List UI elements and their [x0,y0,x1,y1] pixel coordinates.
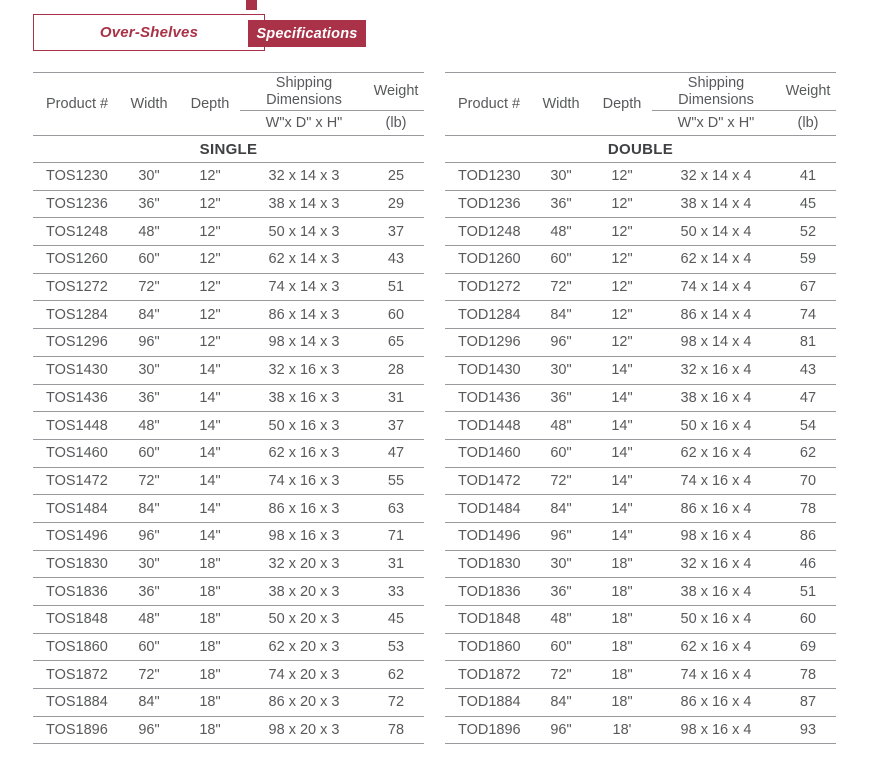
width-cell: 96" [118,716,180,744]
width-cell: 36" [118,384,180,412]
table-row [33,190,424,218]
width-cell: 96" [530,716,592,744]
table-row [445,467,836,495]
table-row [445,163,836,191]
width-cell: 96" [530,522,592,550]
table-row [33,412,424,440]
table-row [445,218,836,246]
width-cell: 72" [118,661,180,689]
shipping-dimensions-cell: 32 x 14 x 3 [240,163,368,191]
shipping-dimensions-cell: 38 x 16 x 3 [240,384,368,412]
product-number-cell: TOS1230 [33,163,118,191]
shipping-dimensions-cell: 86 x 20 x 3 [240,689,368,717]
tab-over-shelves [33,14,265,51]
depth-cell: 14" [592,522,652,550]
weight-cell: 60 [780,606,836,634]
product-number-cell: TOS1884 [33,689,118,717]
table-row [33,578,424,606]
shipping-dimensions-cell: 38 x 20 x 3 [240,578,368,606]
width-cell: 72" [530,467,592,495]
width-cell: 72" [118,467,180,495]
width-cell: 48" [118,218,180,246]
depth-cell: 12" [592,218,652,246]
product-number-cell: TOD1272 [445,273,530,301]
shipping-dimensions-cell: 62 x 16 x 4 [652,439,780,467]
header-row [445,73,836,111]
weight-cell: 43 [780,356,836,384]
width-cell: 30" [118,356,180,384]
depth-cell: 14" [180,412,240,440]
table-row [445,384,836,412]
width-cell: 84" [118,495,180,523]
shipping-units-label: W"x D" x H" [652,111,780,136]
weight-cell: 69 [780,633,836,661]
shipping-dimensions-cell: 62 x 14 x 4 [652,246,780,274]
depth-cell: 14" [180,439,240,467]
depth-cell: 18" [180,661,240,689]
width-cell: 60" [118,439,180,467]
product-number-cell: TOS1284 [33,301,118,329]
section-header-single: SINGLE [33,136,424,163]
depth-cell: 18" [592,689,652,717]
weight-cell: 29 [368,190,424,218]
weight-cell: 59 [780,246,836,274]
width-cell: 96" [118,329,180,357]
weight-cell: 70 [780,467,836,495]
product-number-cell: TOD1230 [445,163,530,191]
shipping-dimensions-cell: 86 x 14 x 4 [652,301,780,329]
weight-cell: 60 [368,301,424,329]
depth-cell: 12" [592,329,652,357]
product-number-cell: TOD1484 [445,495,530,523]
shipping-dimensions-cell: 38 x 16 x 4 [652,384,780,412]
depth-cell: 12" [180,246,240,274]
shipping-dimensions-cell: 98 x 16 x 4 [652,522,780,550]
weight-units-label: (lb) [368,111,424,136]
table-row [445,301,836,329]
weight-cell: 86 [780,522,836,550]
width-cell: 48" [530,218,592,246]
weight-cell: 93 [780,716,836,744]
table-row [33,163,424,191]
width-cell: 84" [118,301,180,329]
depth-cell: 14" [180,384,240,412]
table-row [33,356,424,384]
product-number-cell: TOS1430 [33,356,118,384]
table-row [33,495,424,523]
section-row [33,136,424,163]
product-number-cell: TOS1260 [33,246,118,274]
header-row [33,73,424,111]
weight-cell: 81 [780,329,836,357]
table-row [445,606,836,634]
shipping-dimensions-cell: 86 x 16 x 4 [652,495,780,523]
table-row [445,661,836,689]
weight-cell: 28 [368,356,424,384]
product-number-cell: TOS1248 [33,218,118,246]
shipping-dimensions-cell: 50 x 14 x 3 [240,218,368,246]
shipping-dimensions-cell: 50 x 16 x 4 [652,606,780,634]
weight-cell: 87 [780,689,836,717]
depth-cell: 14" [180,495,240,523]
tab-specifications [248,20,366,47]
product-number-cell: TOD1296 [445,329,530,357]
depth-cell: 18" [180,550,240,578]
width-cell: 48" [118,412,180,440]
width-cell: 84" [530,689,592,717]
weight-cell: 52 [780,218,836,246]
depth-cell: 12" [180,218,240,246]
depth-cell: 12" [180,301,240,329]
shipping-dimensions-cell: 62 x 16 x 4 [652,633,780,661]
depth-cell: 14" [180,356,240,384]
shipping-dimensions-cell: 98 x 14 x 4 [652,329,780,357]
table-row [445,356,836,384]
width-cell: 48" [530,412,592,440]
depth-cell: 12" [592,273,652,301]
width-cell: 36" [118,578,180,606]
product-number-cell: TOS1836 [33,578,118,606]
weight-cell: 37 [368,218,424,246]
tab-over-shelves-label: Over-Shelves [99,24,199,41]
product-number-cell: TOD1884 [445,689,530,717]
weight-cell: 46 [780,550,836,578]
width-cell: 60" [530,246,592,274]
weight-cell: 78 [780,495,836,523]
shipping-dimensions-cell: 74 x 20 x 3 [240,661,368,689]
width-cell: 30" [118,550,180,578]
shipping-dimensions-cell: 38 x 14 x 4 [652,190,780,218]
table-row [445,689,836,717]
shipping-dimensions-cell: 74 x 16 x 4 [652,661,780,689]
product-number-cell: TOS1236 [33,190,118,218]
weight-cell: 47 [368,439,424,467]
weight-cell: 31 [368,550,424,578]
product-number-cell: TOS1460 [33,439,118,467]
width-cell: 30" [530,163,592,191]
depth-cell: 12" [180,163,240,191]
product-number-cell: TOS1436 [33,384,118,412]
depth-cell: 18" [180,716,240,744]
shipping-dimensions-cell: 74 x 16 x 3 [240,467,368,495]
product-number-cell: TOD1860 [445,633,530,661]
product-number-cell: TOS1472 [33,467,118,495]
product-number-cell: TOD1460 [445,439,530,467]
weight-cell: 78 [780,661,836,689]
table-row [445,550,836,578]
table-row [33,522,424,550]
product-number-cell: TOS1296 [33,329,118,357]
table-row [445,522,836,550]
weight-cell: 67 [780,273,836,301]
shipping-dimensions-cell: 86 x 16 x 4 [652,689,780,717]
product-number-cell: TOS1848 [33,606,118,634]
shipping-dimensions-cell: 50 x 16 x 3 [240,412,368,440]
weight-cell: 37 [368,412,424,440]
weight-cell: 45 [368,606,424,634]
shipping-dimensions-cell: 74 x 16 x 4 [652,467,780,495]
product-number-cell: TOS1860 [33,633,118,661]
product-number-cell: TOD1472 [445,467,530,495]
table-row [33,246,424,274]
shipping-dimensions-cell: 50 x 20 x 3 [240,606,368,634]
shipping-dimensions-cell: 86 x 14 x 3 [240,301,368,329]
table-row [33,716,424,744]
table-row [33,689,424,717]
product-number-cell: TOS1484 [33,495,118,523]
shipping-dimensions-cell: 32 x 20 x 3 [240,550,368,578]
width-cell: 84" [118,689,180,717]
weight-units-label: (lb) [780,111,836,136]
width-cell: 36" [530,190,592,218]
width-cell: 36" [530,578,592,606]
col-header-width: Width [530,73,592,136]
table-row [33,550,424,578]
weight-cell: 55 [368,467,424,495]
product-number-cell: TOD1284 [445,301,530,329]
shipping-dimensions-cell: 32 x 16 x 3 [240,356,368,384]
product-number-cell: TOD1896 [445,716,530,744]
depth-cell: 12" [180,190,240,218]
col-header-depth: Depth [180,73,240,136]
depth-cell: 18" [592,578,652,606]
col-header-shipping-dimensions: Shipping Dimensions [652,73,780,111]
table-row [33,301,424,329]
width-cell: 96" [118,522,180,550]
width-cell: 72" [118,273,180,301]
weight-cell: 51 [780,578,836,606]
shipping-dimensions-cell: 38 x 14 x 3 [240,190,368,218]
width-cell: 60" [530,633,592,661]
width-cell: 72" [530,273,592,301]
width-cell: 60" [118,633,180,661]
shipping-dimensions-cell: 50 x 16 x 4 [652,412,780,440]
section-header-double: DOUBLE [445,136,836,163]
depth-cell: 18" [592,633,652,661]
product-number-cell: TOD1872 [445,661,530,689]
shipping-dimensions-cell: 74 x 14 x 4 [652,273,780,301]
col-header-width: Width [118,73,180,136]
weight-cell: 51 [368,273,424,301]
table-row [445,633,836,661]
product-number-cell: TOS1872 [33,661,118,689]
depth-cell: 14" [180,467,240,495]
table-row [33,467,424,495]
shipping-dimensions-cell: 32 x 16 x 4 [652,356,780,384]
weight-cell: 78 [368,716,424,744]
col-header-weight: Weight [780,73,836,111]
table-row [445,190,836,218]
depth-cell: 18" [180,689,240,717]
weight-cell: 33 [368,578,424,606]
depth-cell: 12" [592,190,652,218]
weight-cell: 62 [368,661,424,689]
width-cell: 30" [530,550,592,578]
shipping-dimensions-cell: 98 x 16 x 3 [240,522,368,550]
shipping-dimensions-cell: 74 x 14 x 3 [240,273,368,301]
width-cell: 60" [118,246,180,274]
table-row [445,246,836,274]
weight-cell: 54 [780,412,836,440]
shipping-dimensions-cell: 98 x 16 x 4 [652,716,780,744]
shipping-dimensions-cell: 62 x 16 x 3 [240,439,368,467]
width-cell: 30" [118,163,180,191]
depth-cell: 18" [180,606,240,634]
depth-cell: 14" [592,356,652,384]
depth-cell: 14" [592,384,652,412]
depth-cell: 18" [180,578,240,606]
width-cell: 36" [118,190,180,218]
weight-cell: 25 [368,163,424,191]
product-number-cell: TOD1496 [445,522,530,550]
depth-cell: 12" [180,273,240,301]
table-row [445,716,836,744]
product-number-cell: TOS1448 [33,412,118,440]
depth-cell: 18" [592,606,652,634]
weight-cell: 65 [368,329,424,357]
double-spec-table [445,72,836,744]
product-number-cell: TOD1848 [445,606,530,634]
product-number-cell: TOD1436 [445,384,530,412]
width-cell: 60" [530,439,592,467]
col-header-weight: Weight [368,73,424,111]
table-row [33,633,424,661]
table-row [33,384,424,412]
width-cell: 30" [530,356,592,384]
depth-cell: 18' [592,716,652,744]
weight-cell: 71 [368,522,424,550]
depth-cell: 12" [592,163,652,191]
table-row [445,439,836,467]
depth-cell: 18" [180,633,240,661]
shipping-dimensions-cell: 98 x 14 x 3 [240,329,368,357]
width-cell: 72" [530,661,592,689]
tab-specifications-label: Specifications [256,25,358,42]
shipping-units-label: W"x D" x H" [240,111,368,136]
width-cell: 84" [530,495,592,523]
weight-cell: 43 [368,246,424,274]
product-number-cell: TOD1830 [445,550,530,578]
weight-cell: 41 [780,163,836,191]
shipping-dimensions-cell: 32 x 16 x 4 [652,550,780,578]
table-row [445,495,836,523]
weight-cell: 45 [780,190,836,218]
table-row [33,661,424,689]
width-cell: 48" [118,606,180,634]
table-row [33,329,424,357]
product-number-cell: TOD1430 [445,356,530,384]
weight-cell: 74 [780,301,836,329]
shipping-dimensions-cell: 32 x 14 x 4 [652,163,780,191]
depth-cell: 14" [592,439,652,467]
product-number-cell: TOD1836 [445,578,530,606]
depth-cell: 14" [592,412,652,440]
width-cell: 48" [530,606,592,634]
corner-accent-mark [246,0,257,10]
col-header-depth: Depth [592,73,652,136]
depth-cell: 14" [592,495,652,523]
table-row [33,606,424,634]
shipping-dimensions-cell: 38 x 16 x 4 [652,578,780,606]
depth-cell: 12" [180,329,240,357]
product-number-cell: TOS1896 [33,716,118,744]
product-number-cell: TOD1236 [445,190,530,218]
shipping-dimensions-cell: 86 x 16 x 3 [240,495,368,523]
table-row [33,273,424,301]
depth-cell: 18" [592,661,652,689]
table-row [33,218,424,246]
product-number-cell: TOD1448 [445,412,530,440]
product-number-cell: TOS1496 [33,522,118,550]
shipping-dimensions-cell: 62 x 20 x 3 [240,633,368,661]
table-row [445,578,836,606]
product-number-cell: TOD1248 [445,218,530,246]
depth-cell: 12" [592,301,652,329]
width-cell: 84" [530,301,592,329]
weight-cell: 72 [368,689,424,717]
single-spec-table [33,72,424,744]
col-header-product: Product # [33,73,118,136]
product-number-cell: TOS1272 [33,273,118,301]
product-number-cell: TOD1260 [445,246,530,274]
depth-cell: 18" [592,550,652,578]
table-row [445,273,836,301]
table-row [445,412,836,440]
shipping-dimensions-cell: 62 x 14 x 3 [240,246,368,274]
depth-cell: 14" [180,522,240,550]
section-row [445,136,836,163]
table-row [445,329,836,357]
weight-cell: 62 [780,439,836,467]
depth-cell: 14" [592,467,652,495]
weight-cell: 31 [368,384,424,412]
table-row [33,439,424,467]
product-number-cell: TOS1830 [33,550,118,578]
width-cell: 36" [530,384,592,412]
weight-cell: 47 [780,384,836,412]
width-cell: 96" [530,329,592,357]
col-header-product: Product # [445,73,530,136]
weight-cell: 63 [368,495,424,523]
shipping-dimensions-cell: 50 x 14 x 4 [652,218,780,246]
shipping-dimensions-cell: 98 x 20 x 3 [240,716,368,744]
depth-cell: 12" [592,246,652,274]
weight-cell: 53 [368,633,424,661]
col-header-shipping-dimensions: Shipping Dimensions [240,73,368,111]
